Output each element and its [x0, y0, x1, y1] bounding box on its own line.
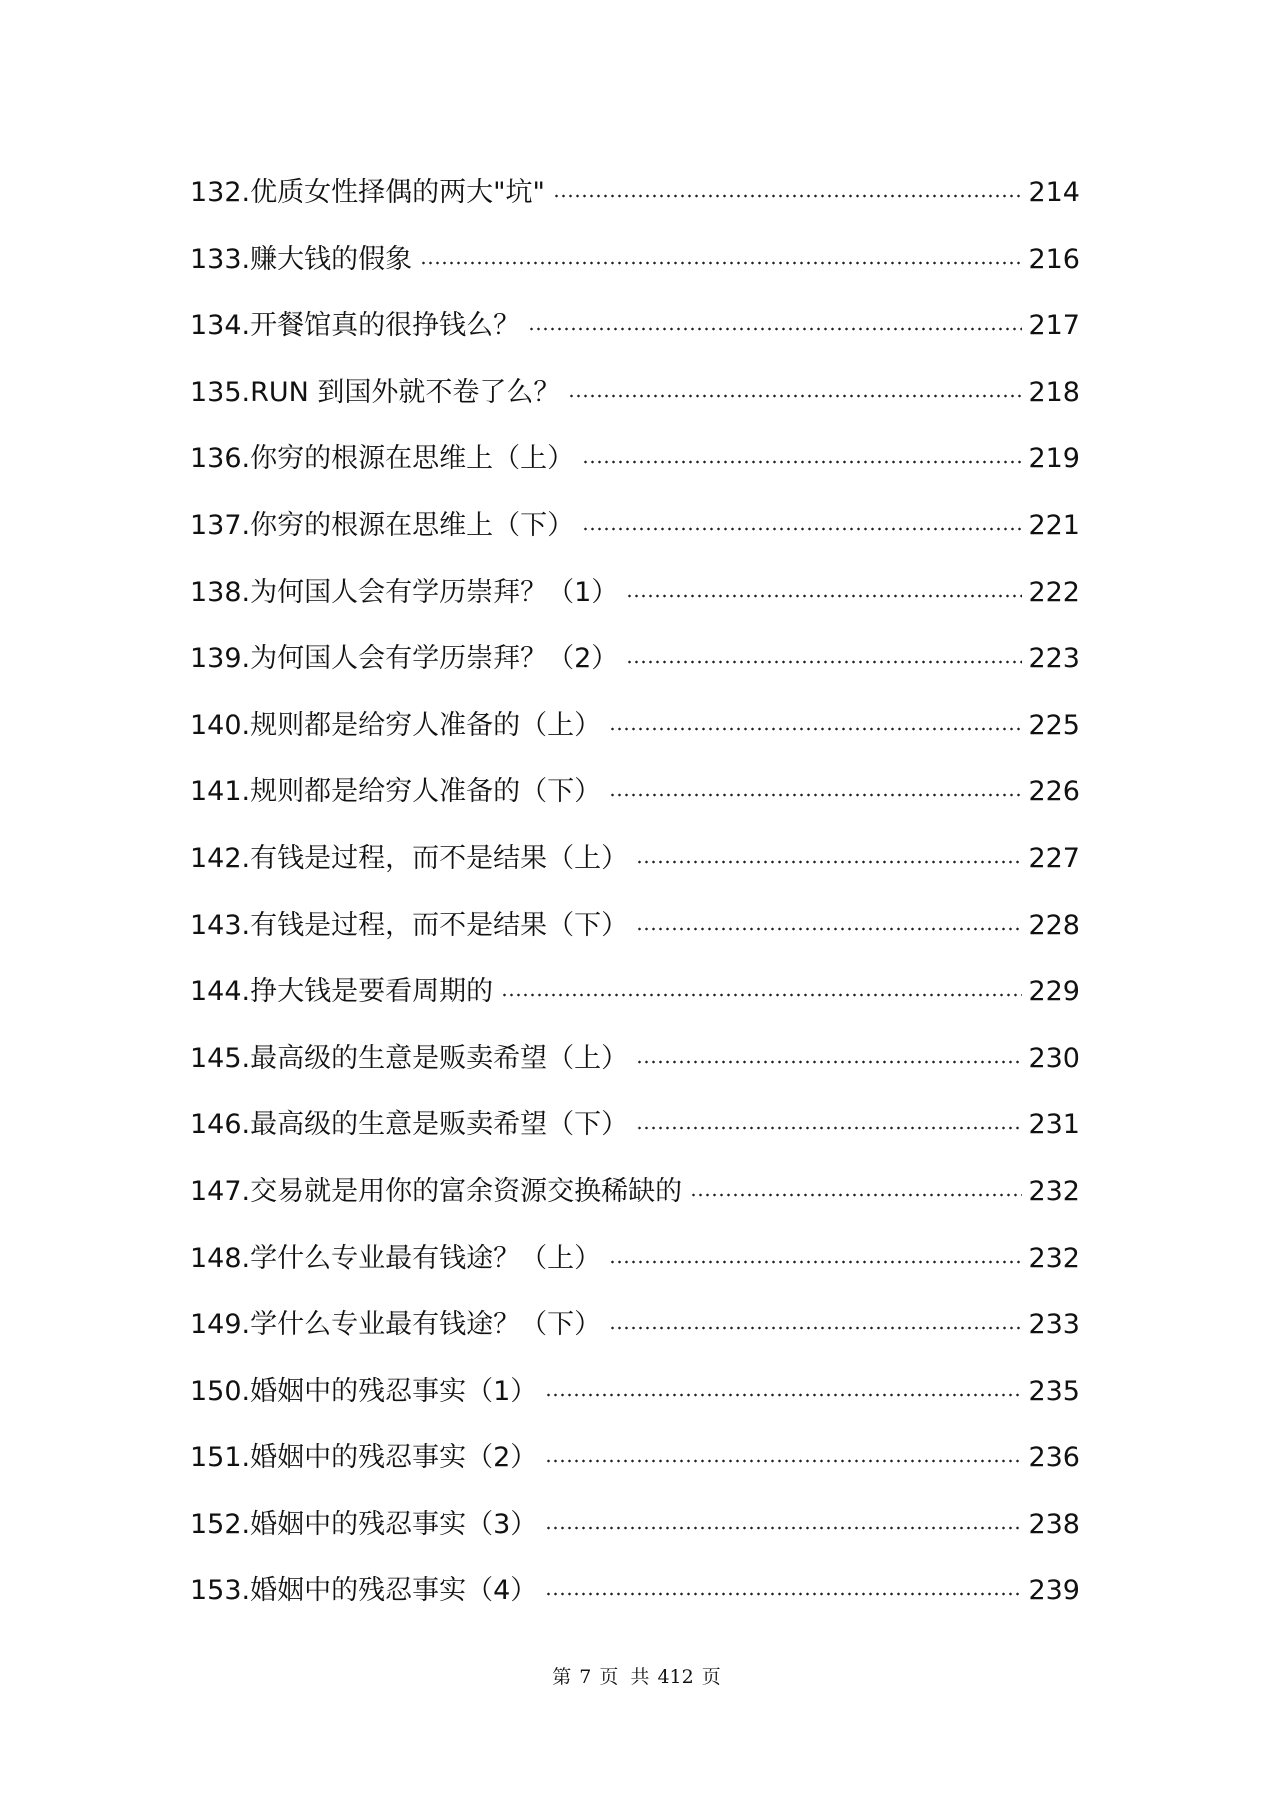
footer-prefix: 第 [552, 1666, 572, 1688]
toc-entry[interactable] [190, 293, 1080, 360]
footer-total-pages: 412 [657, 1666, 694, 1688]
toc-entry-page: 221 [1028, 509, 1080, 541]
toc-entry[interactable] [190, 1092, 1080, 1159]
toc-entry[interactable] [190, 759, 1080, 826]
toc-entry-page: 228 [1028, 909, 1080, 941]
toc-dot-leader [690, 1193, 1022, 1197]
toc-entry-title: 134.开餐馆真的很挣钱么？ [190, 310, 521, 342]
toc-entry-title: 148.学什么专业最有钱途？（上） [190, 1242, 602, 1274]
toc-dot-leader [553, 194, 1022, 198]
toc-entry[interactable] [190, 1492, 1080, 1559]
toc-entry-title: 145.最高级的生意是贩卖希望（上） [190, 1042, 629, 1074]
toc-entry-page: 214 [1028, 177, 1080, 208]
toc-entry-title: 140.规则都是给穷人准备的（上） [190, 709, 602, 741]
toc-entry[interactable] [190, 1425, 1080, 1492]
toc-dot-leader [636, 1126, 1022, 1130]
toc-entry-title: 139.为何国人会有学历崇拜？（2） [190, 643, 619, 675]
toc-entry-title: 150.婚姻中的残忍事实（1） [190, 1375, 538, 1407]
toc-entry[interactable] [190, 693, 1080, 760]
toc-entry-page: 216 [1028, 243, 1080, 275]
toc-entry[interactable] [190, 426, 1080, 493]
toc-dot-leader [568, 394, 1022, 398]
toc-dot-leader [420, 261, 1022, 265]
footer-middle: 页 共 [599, 1666, 650, 1688]
toc-entry-page: 225 [1028, 709, 1080, 741]
toc-entry-title: 135.RUN 到国外就不卷了么？ [190, 376, 561, 408]
toc-dot-leader [528, 327, 1022, 331]
toc-entry-page: 231 [1028, 1109, 1080, 1141]
toc-entry-title: 153.婚姻中的残忍事实（4） [190, 1575, 538, 1607]
toc-entry-title: 137.你穷的根源在思维上（下） [190, 509, 575, 541]
toc-entry-title: 147.交易就是用你的富余资源交换稀缺的 [190, 1175, 683, 1207]
table-of-contents [190, 160, 1080, 1625]
toc-dot-leader [582, 460, 1022, 464]
toc-entry-title: 151.婚姻中的残忍事实（2） [190, 1442, 538, 1474]
toc-dot-leader [609, 1260, 1022, 1264]
toc-entry-page: 232 [1028, 1242, 1080, 1274]
toc-entry-page: 232 [1028, 1175, 1080, 1207]
toc-dot-leader [636, 927, 1022, 931]
toc-entry[interactable] [190, 560, 1080, 627]
toc-entry-page: 218 [1028, 376, 1080, 408]
toc-entry[interactable] [190, 1359, 1080, 1426]
toc-entry-page: 230 [1028, 1042, 1080, 1074]
toc-entry-title: 141.规则都是给穷人准备的（下） [190, 776, 602, 808]
toc-entry-page: 217 [1028, 310, 1080, 342]
toc-entry[interactable] [190, 493, 1080, 560]
toc-entry-title: 136.你穷的根源在思维上（上） [190, 443, 575, 475]
toc-dot-leader [609, 793, 1022, 797]
toc-entry-title: 133.赚大钱的假象 [190, 243, 413, 275]
toc-entry-title: 143.有钱是过程，而不是结果（下） [190, 909, 629, 941]
toc-entry[interactable] [190, 160, 1080, 227]
toc-entry[interactable] [190, 360, 1080, 427]
toc-entry-page: 235 [1028, 1375, 1080, 1407]
toc-dot-leader [626, 660, 1022, 664]
toc-entry-page: 227 [1028, 842, 1080, 874]
toc-entry-title: 149.学什么专业最有钱途？（下） [190, 1309, 602, 1341]
toc-entry-page: 222 [1028, 576, 1080, 608]
toc-entry-title: 132.优质女性择偶的两大"坑" [190, 177, 545, 208]
toc-dot-leader [545, 1393, 1022, 1397]
toc-entry-page: 239 [1028, 1575, 1080, 1607]
toc-entry-page: 219 [1028, 443, 1080, 475]
toc-entry-title: 138.为何国人会有学历崇拜？（1） [190, 576, 619, 608]
toc-dot-leader [501, 993, 1022, 997]
footer-current-page: 7 [579, 1666, 592, 1688]
toc-entry-title: 142.有钱是过程，而不是结果（上） [190, 842, 629, 874]
toc-entry-title: 146.最高级的生意是贩卖希望（下） [190, 1109, 629, 1141]
toc-dot-leader [545, 1526, 1022, 1530]
toc-dot-leader [636, 1060, 1022, 1064]
toc-dot-leader [609, 1326, 1022, 1330]
toc-dot-leader [609, 727, 1022, 731]
toc-entry[interactable] [190, 626, 1080, 693]
toc-entry[interactable] [190, 227, 1080, 294]
toc-dot-leader [582, 527, 1022, 531]
toc-entry[interactable] [190, 1026, 1080, 1093]
toc-dot-leader [636, 860, 1022, 864]
toc-entry[interactable] [190, 1292, 1080, 1359]
toc-entry-page: 226 [1028, 776, 1080, 808]
toc-entry-page: 236 [1028, 1442, 1080, 1474]
toc-dot-leader [626, 594, 1022, 598]
toc-dot-leader [545, 1459, 1022, 1463]
toc-entry[interactable] [190, 959, 1080, 1026]
toc-entry-page: 223 [1028, 643, 1080, 675]
toc-entry-page: 233 [1028, 1309, 1080, 1341]
toc-entry-page: 229 [1028, 976, 1080, 1008]
toc-entry[interactable] [190, 1159, 1080, 1226]
footer-suffix: 页 [701, 1666, 721, 1688]
page-footer [0, 1662, 1273, 1689]
toc-entry-title: 152.婚姻中的残忍事实（3） [190, 1508, 538, 1540]
toc-entry[interactable] [190, 1226, 1080, 1293]
toc-entry[interactable] [190, 826, 1080, 893]
toc-entry[interactable] [190, 893, 1080, 960]
toc-entry[interactable] [190, 1558, 1080, 1625]
toc-dot-leader [545, 1592, 1022, 1596]
toc-entry-page: 238 [1028, 1508, 1080, 1540]
toc-entry-title: 144.挣大钱是要看周期的 [190, 976, 494, 1008]
